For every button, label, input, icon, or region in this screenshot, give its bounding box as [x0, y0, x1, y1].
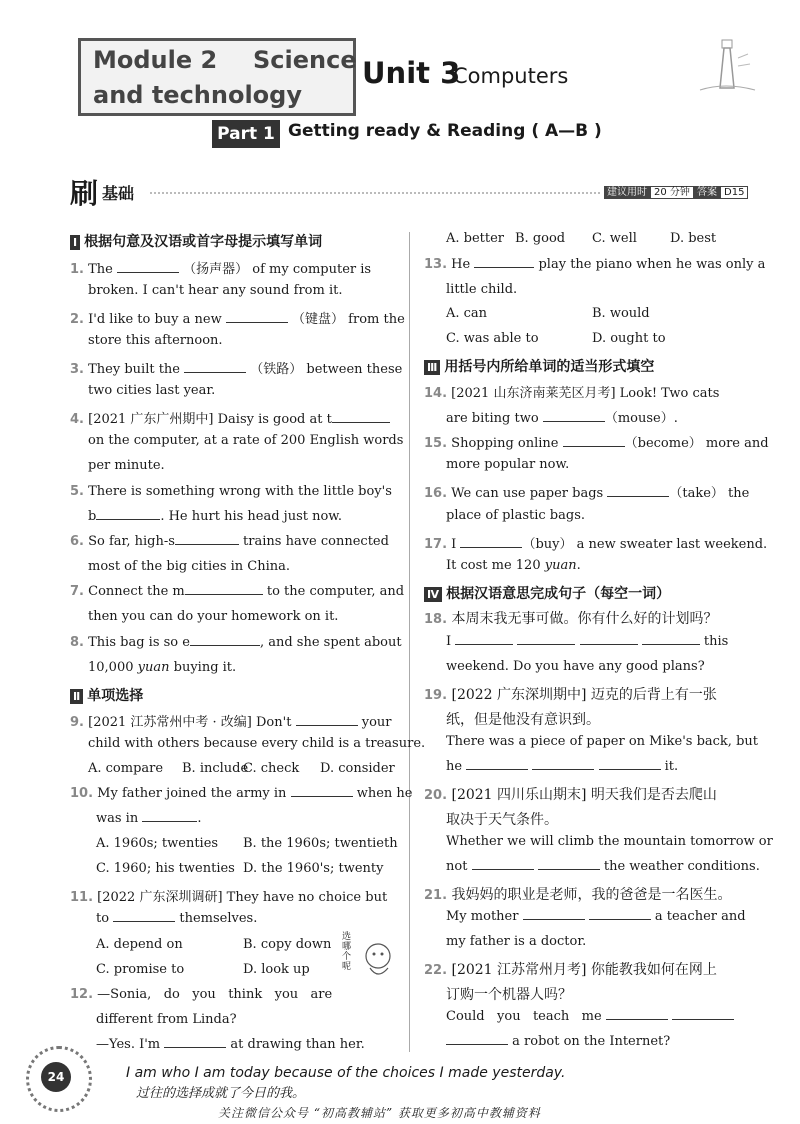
q15-line2: more popular now.: [446, 457, 570, 472]
q3-blank[interactable]: [184, 372, 246, 373]
q13-blank[interactable]: [474, 267, 534, 268]
q21-line1: 21. 我妈妈的职业是老师，我的爸爸是一名医生。: [424, 887, 732, 903]
q21-blank-2[interactable]: [589, 919, 651, 920]
q4-line1: 4. [2021 广东广州期中] Daisy is good at t: [70, 408, 390, 427]
q19-blank-1[interactable]: [466, 769, 528, 770]
q2-line2: store this afternoon.: [88, 333, 223, 348]
q4-line3: per minute.: [88, 458, 165, 473]
q6-blank[interactable]: [175, 544, 239, 545]
time-value: 20 分钟: [650, 186, 694, 199]
q7-line2: then you can do your homework on it.: [88, 609, 339, 624]
q10-option-a[interactable]: A. 1960s; twenties: [96, 836, 219, 851]
section-divider: [150, 192, 600, 194]
q13-line2: little child.: [446, 282, 518, 297]
q21-line3: my father is a doctor.: [446, 934, 587, 949]
q17-line2: It cost me 120 yuan.: [446, 558, 581, 573]
section-4-heading: [424, 583, 670, 603]
q18-line3: weekend. Do you have any good plans?: [446, 659, 705, 674]
thinking-doodle: [340, 932, 400, 988]
section-1-heading: [70, 231, 322, 251]
q9-blank[interactable]: [296, 725, 358, 726]
q10-line1: 10. My father joined the army in when he: [70, 786, 413, 801]
q5-blank[interactable]: [96, 519, 160, 520]
q5-line2: b . He hurt his head just now.: [88, 509, 343, 524]
section-1-numeral: Ⅰ: [70, 235, 80, 250]
q10-option-b[interactable]: B. the 1960s; twentieth: [243, 836, 398, 851]
q4-line2: on the computer, at a rate of 200 English words: [88, 433, 404, 448]
q10-option-c[interactable]: C. 1960; his twenties: [96, 861, 235, 876]
q19-line1: 19. [2022 广东深圳期中] 迈克的后背上有一张: [424, 687, 717, 703]
q11-line2: to themselves.: [96, 911, 258, 926]
q8-line1: 8. This bag is so e , and she spent about: [70, 635, 402, 650]
q13-option-d[interactable]: D. ought to: [592, 331, 666, 346]
section-2-numeral: Ⅱ: [70, 689, 83, 704]
q11-option-d[interactable]: D. look up: [243, 962, 310, 977]
answer-code: D15: [720, 186, 748, 199]
lighthouse-icon: [690, 28, 760, 98]
footer-note: 关注微信公众号 “初高教辅站” 获取更多初高中教辅资料: [218, 1106, 541, 1120]
q12-line3: —Yes. I'm at drawing than her.: [96, 1037, 365, 1052]
section-4-numeral: Ⅳ: [424, 587, 442, 602]
q22-line1: 22. [2021 江苏常州月考] 你能教我如何在网上: [424, 962, 717, 978]
unit-title: Unit 3: [362, 56, 461, 90]
q20-line1: 20. [2021 四川乐山期末] 明天我们是否去爬山: [424, 787, 717, 803]
q4-blank[interactable]: [332, 422, 390, 423]
q19-line3: There was a piece of paper on Mike's back, but: [446, 734, 758, 749]
q18-blank-2[interactable]: [517, 644, 575, 645]
q11-option-b[interactable]: B. copy down: [243, 937, 332, 952]
unit-subtitle: Computers: [453, 64, 569, 88]
section-2-title: 单项选择: [87, 688, 144, 704]
q22-line3: Could you teach me: [446, 1009, 734, 1024]
q16-line1: 16. We can use paper bags （take） the: [424, 486, 750, 501]
q6-line1: 6. So far, high-s trains have connected: [70, 534, 389, 549]
q20-blank-1[interactable]: [472, 869, 534, 870]
q10-line2: was in .: [96, 811, 202, 826]
q2-blank[interactable]: [226, 322, 288, 323]
q11-option-c[interactable]: C. promise to: [96, 962, 185, 977]
module-topic: Science: [253, 46, 357, 74]
q20-line3: Whether we will climb the mountain tomorrow or: [446, 834, 773, 849]
q14-blank[interactable]: [543, 421, 605, 422]
q8-blank[interactable]: [190, 645, 260, 646]
q12-blank[interactable]: [164, 1047, 226, 1048]
q22-blank-2[interactable]: [672, 1019, 734, 1020]
q11-line1: 11. [2022 广东深圳调研] They have no choice but: [70, 890, 388, 905]
section-3-numeral: Ⅲ: [424, 360, 440, 375]
q18-line2: I this: [446, 634, 729, 649]
quote-chinese: 过往的选择成就了今日的我。: [136, 1086, 306, 1101]
section-3-heading: [424, 356, 654, 376]
q6-line2: most of the big cities in China.: [88, 559, 291, 574]
q16-line2: place of plastic bags.: [446, 508, 586, 523]
q15-line1: 15. Shopping online （become） more and: [424, 436, 769, 451]
thinking-doodle-text: 选哪个呢: [342, 932, 352, 972]
q10-option-d[interactable]: D. the 1960's; twenty: [243, 861, 384, 876]
q16-blank[interactable]: [607, 496, 669, 497]
answer-label: 答案: [694, 186, 720, 199]
module-topic-line2: and technology: [93, 81, 302, 109]
q19-blank-2[interactable]: [532, 769, 594, 770]
section-3-title: 用括号内所给单词的适当形式填空: [444, 359, 655, 375]
q1-blank[interactable]: [117, 272, 179, 273]
module-title-box: [78, 38, 356, 116]
q17-blank[interactable]: [460, 547, 522, 548]
q2-line1: 2. I'd like to buy a new （键盘） from the: [70, 312, 405, 327]
section-brush-glyph: 刷: [70, 177, 99, 210]
part-badge: Part 1: [212, 120, 280, 148]
q13-option-b[interactable]: B. would: [592, 306, 650, 321]
q14-line2: are biting two （mouse）.: [446, 411, 678, 426]
q10-blank-1[interactable]: [291, 796, 353, 797]
q20-line2: 取决于天气条件。: [446, 812, 558, 828]
q3-line2: two cities last year.: [88, 383, 216, 398]
part-title: Getting ready & Reading ( A—B ): [288, 121, 602, 141]
q13-option-a[interactable]: A. can: [446, 306, 488, 321]
q10-blank-2[interactable]: [142, 821, 197, 822]
q21-line2: My mother a teacher and: [446, 909, 746, 924]
section-1-title: 根据句意及汉语或首字母提示填写单词: [84, 234, 323, 250]
q9-option-d[interactable]: D. consider: [320, 761, 395, 776]
q19-blank-3[interactable]: [599, 769, 661, 770]
q19-line4: he it.: [446, 759, 679, 774]
quote-english: I am who I am today because of the choices I made yesterday.: [126, 1065, 566, 1081]
q22-blank-3[interactable]: [446, 1044, 508, 1045]
answer-badge: [694, 183, 748, 198]
q5-line1: 5. There is something wrong with the little boy's: [70, 484, 392, 499]
q9-option-b[interactable]: B. include: [182, 761, 249, 776]
q7-line1: 7. Connect the m to the computer, and: [70, 584, 405, 599]
q18-blank-1[interactable]: [455, 644, 513, 645]
q11-blank[interactable]: [113, 921, 175, 922]
q18-line1: 18. 本周末我无事可做。你有什么好的计划吗？: [424, 611, 718, 627]
section-4-title: 根据汉语意思完成句子（每空一词）: [446, 586, 671, 602]
q12-option-c[interactable]: C. well: [592, 231, 637, 246]
q9-line2: child with others because every child is a treasure.: [88, 736, 426, 751]
q15-blank[interactable]: [563, 446, 625, 447]
q12-line2: different from Linda?: [96, 1012, 237, 1027]
q11-option-a[interactable]: A. depend on: [96, 937, 183, 952]
q12-option-d[interactable]: D. best: [670, 231, 717, 246]
q12-line1: 12. —Sonia, do you think you are: [70, 987, 333, 1002]
column-divider: [409, 232, 410, 1052]
q14-line1: 14. [2021 山东济南莱芜区月考] Look! Two cats: [424, 386, 720, 401]
q22-blank-1[interactable]: [606, 1019, 668, 1020]
q7-blank[interactable]: [185, 594, 263, 595]
time-label: 建议用时: [604, 186, 650, 199]
q21-blank-1[interactable]: [523, 919, 585, 920]
section-2-heading: [70, 685, 143, 705]
section-title: 基础: [102, 184, 135, 203]
q1-line2: broken. I can't hear any sound from it.: [88, 283, 343, 298]
q9-option-a[interactable]: A. compare: [88, 761, 164, 776]
q19-line2: 纸，但是他没有意识到。: [446, 712, 600, 728]
q22-line4: a robot on the Internet?: [446, 1034, 670, 1049]
q9-option-c[interactable]: C. check: [243, 761, 300, 776]
q13-option-c[interactable]: C. was able to: [446, 331, 539, 346]
q8-line2: 10,000 yuan buying it.: [88, 660, 237, 675]
q3-line1: 3. They built the （铁路） between these: [70, 362, 403, 377]
q18-blank-3[interactable]: [580, 644, 638, 645]
q12-option-b[interactable]: B. good: [515, 231, 566, 246]
q12-option-a[interactable]: A. better: [446, 231, 505, 246]
q9-line1: 9. [2021 江苏常州中考 · 改编] Don't your: [70, 715, 392, 730]
module-number: Module 2: [93, 46, 218, 74]
q17-line1: 17. I （buy） a new sweater last weekend.: [424, 537, 768, 552]
page-number: 24: [41, 1062, 71, 1092]
q13-line1: 13. He play the piano when he was only a: [424, 257, 766, 272]
q22-line2: 订购一个机器人吗？: [446, 987, 572, 1003]
q18-blank-4[interactable]: [642, 644, 700, 645]
q1-line1: 1. The （扬声器） of my computer is: [70, 262, 372, 277]
time-badge: [604, 183, 694, 198]
q20-line4: not the weather conditions.: [446, 859, 760, 874]
q20-blank-2[interactable]: [538, 869, 600, 870]
